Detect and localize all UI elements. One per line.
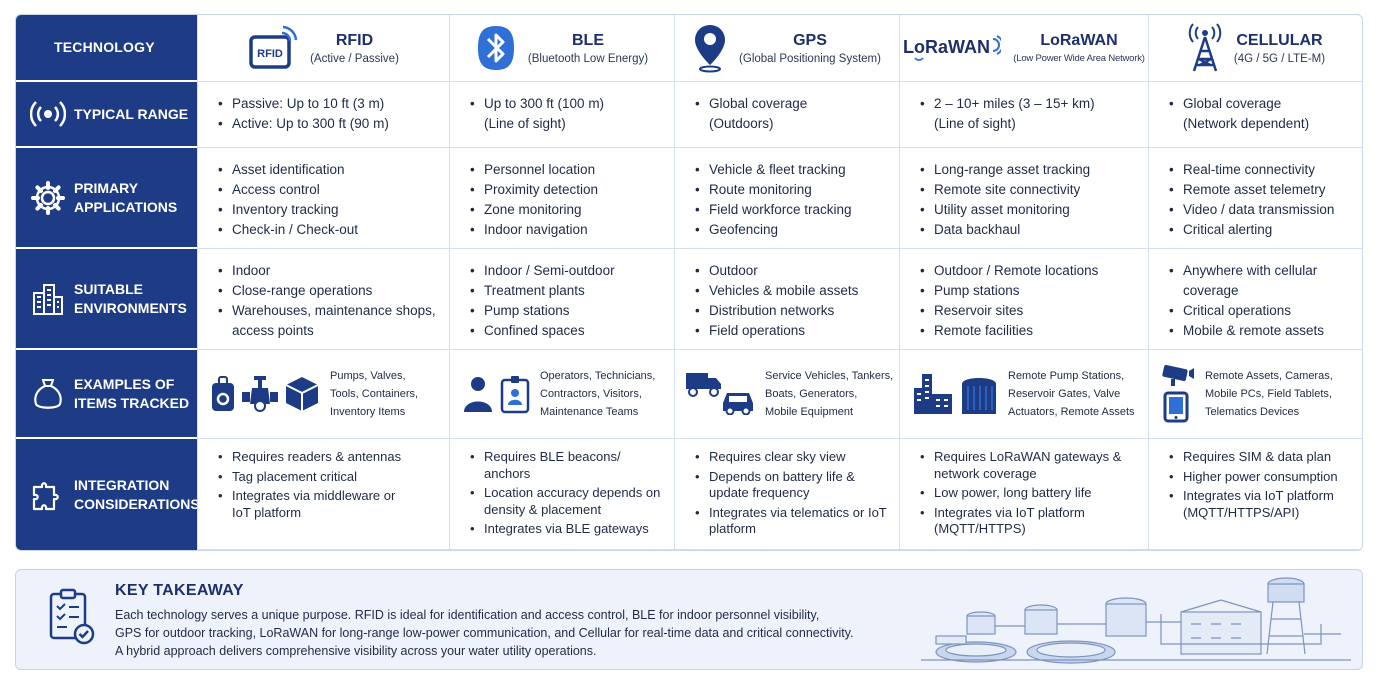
water-treatment-plant-illustration: [921, 574, 1351, 666]
cell-ble-environments: [449, 249, 674, 350]
comparison-table: [15, 14, 1363, 551]
list-item: • Remote asset telemetry: [1169, 180, 1354, 200]
list-item: • Passive: Up to 10 ft (3 m): [218, 94, 439, 114]
list-item: • Higher power consumption: [1169, 469, 1354, 486]
list-item: • Integrates via BLE gateways: [470, 521, 664, 538]
list-item: • Vehicle & fleet tracking: [695, 160, 889, 180]
list-item: • Remote facilities: [920, 321, 1138, 341]
svg-text:LoRaWAN: LoRaWAN: [903, 37, 991, 57]
list-item: • Low power, long battery life: [920, 485, 1138, 502]
cell-tower-icon: [1188, 23, 1222, 73]
list-item: • Indoor navigation: [470, 220, 664, 240]
list-item: • Critical alerting: [1169, 220, 1354, 240]
tech-header-ble: [449, 15, 674, 82]
cell-cellular-applications: [1148, 148, 1363, 249]
tag-icon: [210, 375, 236, 413]
list-item: (Outdoors): [709, 116, 774, 131]
list-item: • Reservoir sites: [920, 301, 1138, 321]
bag-icon: [30, 376, 66, 412]
list-item: • Indoor / Semi-outdoor: [470, 261, 664, 281]
list-item: (Line of sight): [934, 116, 1016, 131]
tech-name: BLE: [572, 31, 604, 49]
list-item: • Warehouses, maintenance shops, access points: [218, 301, 439, 341]
list-item: • Requires SIM & data plan: [1169, 449, 1354, 466]
tech-header-gps: [674, 15, 899, 82]
takeaway-line: GPS for outdoor tracking, LoRaWAN for long-range low-power communication, and Cellular for real-time data and critical connectivity.: [115, 626, 854, 640]
storage-tank-icon: [960, 372, 998, 416]
list-item: • Tag placement critical: [218, 469, 439, 486]
cell-gps-range: [674, 82, 899, 148]
list-item: • Outdoor / Remote locations: [920, 261, 1138, 281]
cell-rfid-environments: [197, 249, 449, 350]
list-item: • Requires BLE beacons/ anchors: [470, 449, 630, 482]
list-item: • Confined spaces: [470, 321, 664, 341]
list-item: (Network dependent): [1183, 116, 1310, 131]
list-item: • Zone monitoring: [470, 200, 664, 220]
example-line: Remote Pump Stations,: [1008, 370, 1125, 382]
row-header-technology: [16, 15, 197, 82]
tech-subtitle: (Active / Passive): [310, 52, 399, 65]
tech-header-lorawan: [899, 15, 1148, 82]
list-item: • Treatment plants: [470, 281, 664, 301]
list-item: • Outdoor: [695, 261, 889, 281]
list-item: • Requires readers & antennas: [218, 449, 439, 466]
box-icon: [284, 375, 320, 413]
cell-gps-integration: [674, 439, 899, 550]
list-item: • Inventory tracking: [218, 200, 439, 220]
row-header-integration: [16, 439, 200, 550]
cell-lorawan-range: [899, 82, 1148, 148]
tech-subtitle: (4G / 5G / LTE-M): [1233, 52, 1326, 65]
example-line: Mobile Equipment: [765, 406, 854, 418]
row-header-applications: [16, 148, 197, 249]
example-line: Maintenance Teams: [540, 406, 639, 418]
list-item: • Requires clear sky view: [695, 449, 889, 466]
row-label: TECHNOLOGY: [54, 39, 155, 55]
list-item: • Personnel location: [470, 160, 664, 180]
list-item: • Global coverage: [695, 94, 889, 114]
car-icon: [721, 389, 755, 415]
list-item: • Vehicles & mobile assets: [695, 281, 889, 301]
example-line: Actuators, Remote Assets: [1008, 406, 1135, 418]
list-item: • Check-in / Check-out: [218, 220, 439, 240]
list-item: • Remote site connectivity: [920, 180, 1138, 200]
person-icon: [462, 374, 494, 414]
tech-header-rfid: [197, 15, 449, 82]
list-item: • Proximity detection: [470, 180, 664, 200]
example-line: Reservoir Gates, Valve: [1008, 388, 1121, 400]
example-line: Tools, Containers,: [330, 388, 419, 400]
list-item: • Access control: [218, 180, 439, 200]
checklist-clipboard-icon: [49, 588, 95, 646]
valve-icon: [242, 374, 278, 414]
list-item: • Requires LoRaWAN gateways & network coverage: [920, 449, 1138, 482]
tech-subtitle: (Global Positioning System): [739, 52, 881, 65]
cell-lorawan-integration: [899, 439, 1148, 550]
list-item: (Line of sight): [484, 116, 566, 131]
row-label: PRIMARY APPLICATIONS: [74, 179, 178, 215]
list-item: • Video / data transmission: [1169, 200, 1354, 220]
cell-gps-environments: [674, 249, 899, 350]
cell-cellular-range: [1148, 82, 1363, 148]
list-item: • Pump stations: [470, 301, 664, 321]
camera-icon: [1161, 365, 1195, 387]
cell-cellular-integration: [1148, 439, 1363, 550]
cell-rfid-range: [197, 82, 449, 148]
tech-name: CELLULAR: [1236, 31, 1323, 49]
list-item: • Long-range asset tracking: [920, 160, 1138, 180]
cell-cellular-examples: [1148, 350, 1363, 439]
bluetooth-icon: [476, 24, 516, 72]
cell-ble-range: [449, 82, 674, 148]
example-line: Telematics Devices: [1205, 406, 1300, 418]
cell-rfid-integration: [197, 439, 449, 550]
takeaway-line: Each technology serves a unique purpose. RFID is ideal for identification and access control, BLE for indoor personnel visibility,: [115, 608, 820, 622]
row-header-environments: [16, 249, 197, 350]
list-item: • Location accuracy depends on density & placement: [470, 485, 664, 518]
list-item: • Integrates via IoT platform (MQTT/HTTPS/API): [1169, 488, 1354, 521]
tablet-icon: [1163, 391, 1189, 423]
factory-icon: [912, 372, 954, 416]
buildings-icon: [30, 281, 66, 317]
location-pin-icon: [693, 23, 727, 73]
cell-lorawan-environments: [899, 249, 1148, 350]
gear-icon: [30, 180, 66, 216]
list-item: • Up to 300 ft (100 m): [470, 94, 664, 114]
truck-icon: [685, 371, 723, 397]
svg-text:RFID: RFID: [257, 48, 283, 60]
example-line: Boats, Generators,: [765, 388, 858, 400]
cell-rfid-examples: [197, 350, 449, 439]
cell-ble-integration: [449, 439, 674, 550]
cell-lorawan-applications: [899, 148, 1148, 249]
cell-rfid-applications: [197, 148, 449, 249]
takeaway-line: A hybrid approach delivers comprehensive visibility across your water utility operations.: [115, 644, 597, 658]
tech-subtitle: (Bluetooth Low Energy): [527, 52, 649, 65]
row-label: SUITABLE ENVIRONMENTS: [74, 280, 187, 316]
row-label: TYPICAL RANGE: [74, 105, 189, 122]
list-item: • Route monitoring: [695, 180, 889, 200]
tech-name: RFID: [335, 31, 374, 49]
example-line: Mobile PCs, Field Tablets,: [1205, 388, 1332, 400]
lorawan-logo: [903, 33, 1001, 63]
list-item: • Depends on battery life & update frequency: [695, 469, 855, 502]
row-header-examples: [16, 350, 197, 439]
list-item: • Integrates via IoT platform (MQTT/HTTPS): [920, 505, 1100, 538]
cell-cellular-environments: [1148, 249, 1363, 350]
rfid-tag-icon: [248, 24, 298, 72]
tech-header-cellular: [1148, 15, 1363, 82]
list-item: • Integrates via middleware or IoT platform: [218, 488, 398, 521]
list-item: • Indoor: [218, 261, 439, 281]
cell-gps-examples: [674, 350, 899, 439]
tech-name: GPS: [793, 31, 827, 49]
list-item: • Critical operations: [1169, 301, 1354, 321]
cell-ble-applications: [449, 148, 674, 249]
cell-ble-examples: [449, 350, 674, 439]
list-item: • Data backhaul: [920, 220, 1138, 240]
row-label: INTEGRATION CONSIDERATIONS: [74, 476, 200, 512]
list-item: • 2 – 10+ miles (3 – 15+ km): [920, 94, 1138, 114]
key-takeaway-panel: [15, 569, 1363, 670]
list-item: • Pump stations: [920, 281, 1138, 301]
row-label: EXAMPLES OF ITEMS TRACKED: [74, 375, 190, 411]
example-line: Operators, Technicians,: [540, 370, 656, 382]
list-item: • Active: Up to 300 ft (90 m): [218, 114, 439, 134]
list-item: • Integrates via telematics or IoT platform: [695, 505, 889, 538]
list-item: • Field operations: [695, 321, 889, 341]
puzzle-icon: [30, 477, 66, 513]
example-line: Service Vehicles, Tankers,: [765, 370, 894, 382]
takeaway-text: [115, 606, 905, 660]
list-item: • Asset identification: [218, 160, 439, 180]
list-item: • Mobile & remote assets: [1169, 321, 1354, 341]
id-badge-icon: [500, 374, 530, 414]
list-item: • Utility asset monitoring: [920, 200, 1138, 220]
list-item: • Real-time connectivity: [1169, 160, 1354, 180]
example-line: Pumps, Valves,: [330, 370, 406, 382]
row-header-range: [16, 82, 197, 148]
example-line: Contractors, Visitors,: [540, 388, 642, 400]
cell-gps-applications: [674, 148, 899, 249]
list-item: • Distribution networks: [695, 301, 889, 321]
list-item: • Geofencing: [695, 220, 889, 240]
tech-name: LoRaWAN: [1040, 32, 1118, 49]
list-item: • Anywhere with cellular coverage: [1169, 261, 1354, 301]
cell-lorawan-examples: [899, 350, 1148, 439]
signal-icon: [30, 96, 66, 132]
tech-subtitle: (Low Power Wide Area Network): [1013, 53, 1145, 64]
list-item: • Field workforce tracking: [695, 200, 889, 220]
example-line: Remote Assets, Cameras,: [1205, 370, 1333, 382]
example-line: Inventory Items: [330, 406, 406, 418]
list-item: • Global coverage: [1169, 94, 1354, 114]
list-item: • Close-range operations: [218, 281, 439, 301]
takeaway-title: KEY TAKEAWAY: [115, 582, 244, 599]
